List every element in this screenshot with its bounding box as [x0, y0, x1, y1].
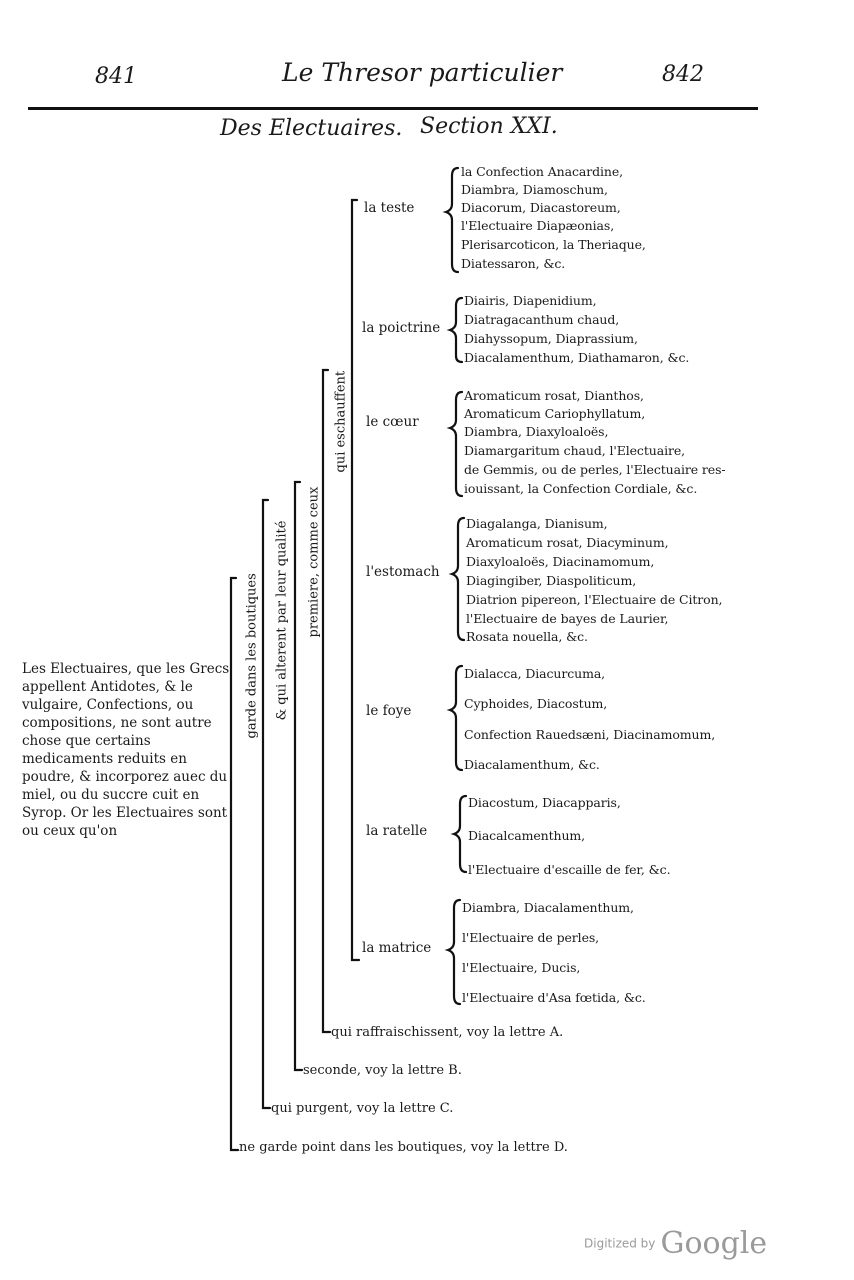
- list-item: Cyphoides, Diacostum,: [464, 696, 608, 711]
- list-item: Diairis, Diapenidium,: [464, 293, 597, 308]
- bracket-level-4: [323, 370, 330, 1032]
- list-item: Diacalamenthum, Diathamaron, &c.: [464, 350, 690, 365]
- branch-ne-garde: ne garde point dans les boutiques, voy la lettre D.: [239, 1140, 568, 1155]
- list-item: Diacostum, Diacapparis,: [468, 795, 621, 810]
- digitized-by-watermark: [584, 1226, 767, 1261]
- list-item: Diambra, Diaxyloaloës,: [464, 424, 609, 439]
- list-item: l'Electuaire, Ducis,: [462, 960, 581, 975]
- list-item: Diacalcamenthum,: [468, 828, 586, 843]
- organ-label-poictrine: la poictrine: [362, 320, 441, 336]
- branch-label-eschauffent: qui eschauffent: [333, 370, 349, 473]
- list-item: l'Electuaire Diapæonias,: [461, 218, 615, 233]
- list-item: Diambra, Diacalamenthum,: [462, 900, 634, 915]
- list-item: la Confection Anacardine,: [461, 164, 624, 179]
- intro-paragraph: Les Electuaires, que les Grecs appellent Antidotes, & le vulgaire, Confections, ou compositions, ne sont autre chose que certains medicaments reduits en poudre, & incorporez auec du miel, ou du succre cuit en Syrop. Or les Electuaires sont ou ceux qu'on: [22, 661, 230, 839]
- list-item: l'Electuaire d'Asa fœtida, &c.: [462, 990, 646, 1005]
- list-item: Rosata nouella, &c.: [466, 629, 588, 644]
- brace-foye: [450, 666, 462, 770]
- list-item: de Gemmis, ou de perles, l'Electuaire res-: [464, 462, 726, 477]
- list-item: Diaxyloaloës, Diacinamomum,: [466, 554, 655, 569]
- watermark-brand: Google: [660, 1226, 768, 1261]
- list-item: Diatrion pipereon, l'Electuaire de Citron,: [466, 592, 723, 607]
- branch-label-garde: garde dans les boutiques: [244, 573, 260, 739]
- section-number: Section XXI.: [420, 114, 558, 139]
- bracket-level-2: [263, 500, 270, 1108]
- brace-teste: [446, 168, 458, 272]
- organ-label-foye: le foye: [366, 703, 412, 719]
- bracket-level-1: [231, 578, 238, 1150]
- list-item: l'Electuaire de bayes de Laurier,: [466, 611, 669, 626]
- list-item: Aromaticum rosat, Dianthos,: [464, 388, 644, 403]
- branch-label-alterent: & qui alterent par leur qualité: [274, 520, 290, 721]
- list-item: Diamargaritum chaud, l'Electuaire,: [464, 443, 686, 458]
- list-item: Diacalamenthum, &c.: [464, 757, 600, 772]
- brace-estomach: [452, 518, 464, 640]
- list-item: l'Electuaire d'escaille de fer, &c.: [468, 862, 671, 877]
- running-title: Le Thresor particulier: [282, 58, 563, 87]
- list-item: Aromaticum Cariophyllatum,: [464, 406, 646, 421]
- list-item: Diagingiber, Diaspoliticum,: [466, 573, 637, 588]
- watermark-prefix: Digitized by: [584, 1236, 656, 1251]
- list-item: Diagalanga, Dianisum,: [466, 516, 608, 531]
- bracket-organs: [352, 200, 359, 960]
- list-item: l'Electuaire de perles,: [462, 930, 600, 945]
- branch-purgent: qui purgent, voy la lettre C.: [271, 1101, 454, 1116]
- brace-matrice: [448, 900, 460, 1004]
- list-item: Diahyssopum, Diaprassium,: [464, 331, 638, 346]
- brace-coeur: [450, 392, 462, 496]
- branch-label-premiere: premiere, comme ceux: [306, 486, 322, 638]
- list-item: Aromaticum rosat, Diacyminum,: [466, 535, 669, 550]
- list-item: Diacorum, Diacastoreum,: [461, 200, 621, 215]
- bracket-level-3: [295, 482, 302, 1070]
- page-number-right: 842: [662, 62, 704, 87]
- list-item: Diambra, Diamoschum,: [461, 182, 608, 197]
- list-item: Diatessaron, &c.: [461, 256, 566, 271]
- page-number-left: 841: [95, 64, 137, 89]
- list-item: iouissant, la Confection Cordiale, &c.: [464, 481, 698, 496]
- branch-raffraischissent: qui raffraischissent, voy la lettre A.: [331, 1025, 564, 1040]
- brace-ratelle: [454, 796, 466, 872]
- organ-label-coeur: le cœur: [366, 414, 419, 430]
- list-item: Diatragacanthum chaud,: [464, 312, 620, 327]
- list-item: Dialacca, Diacurcuma,: [464, 666, 606, 681]
- section-topic: Des Electuaires.: [220, 116, 403, 141]
- organ-label-matrice: la matrice: [362, 940, 432, 956]
- list-item: Plerisarcoticon, la Theriaque,: [461, 237, 646, 252]
- list-item: Confection Rauedsæni, Diacinamomum,: [464, 727, 716, 742]
- organ-label-ratelle: la ratelle: [366, 823, 428, 839]
- organ-label-estomach: l'estomach: [366, 564, 440, 580]
- brace-poictrine: [450, 298, 462, 362]
- organ-label-teste: la teste: [364, 200, 415, 216]
- branch-seconde: seconde, voy la lettre B.: [303, 1063, 462, 1078]
